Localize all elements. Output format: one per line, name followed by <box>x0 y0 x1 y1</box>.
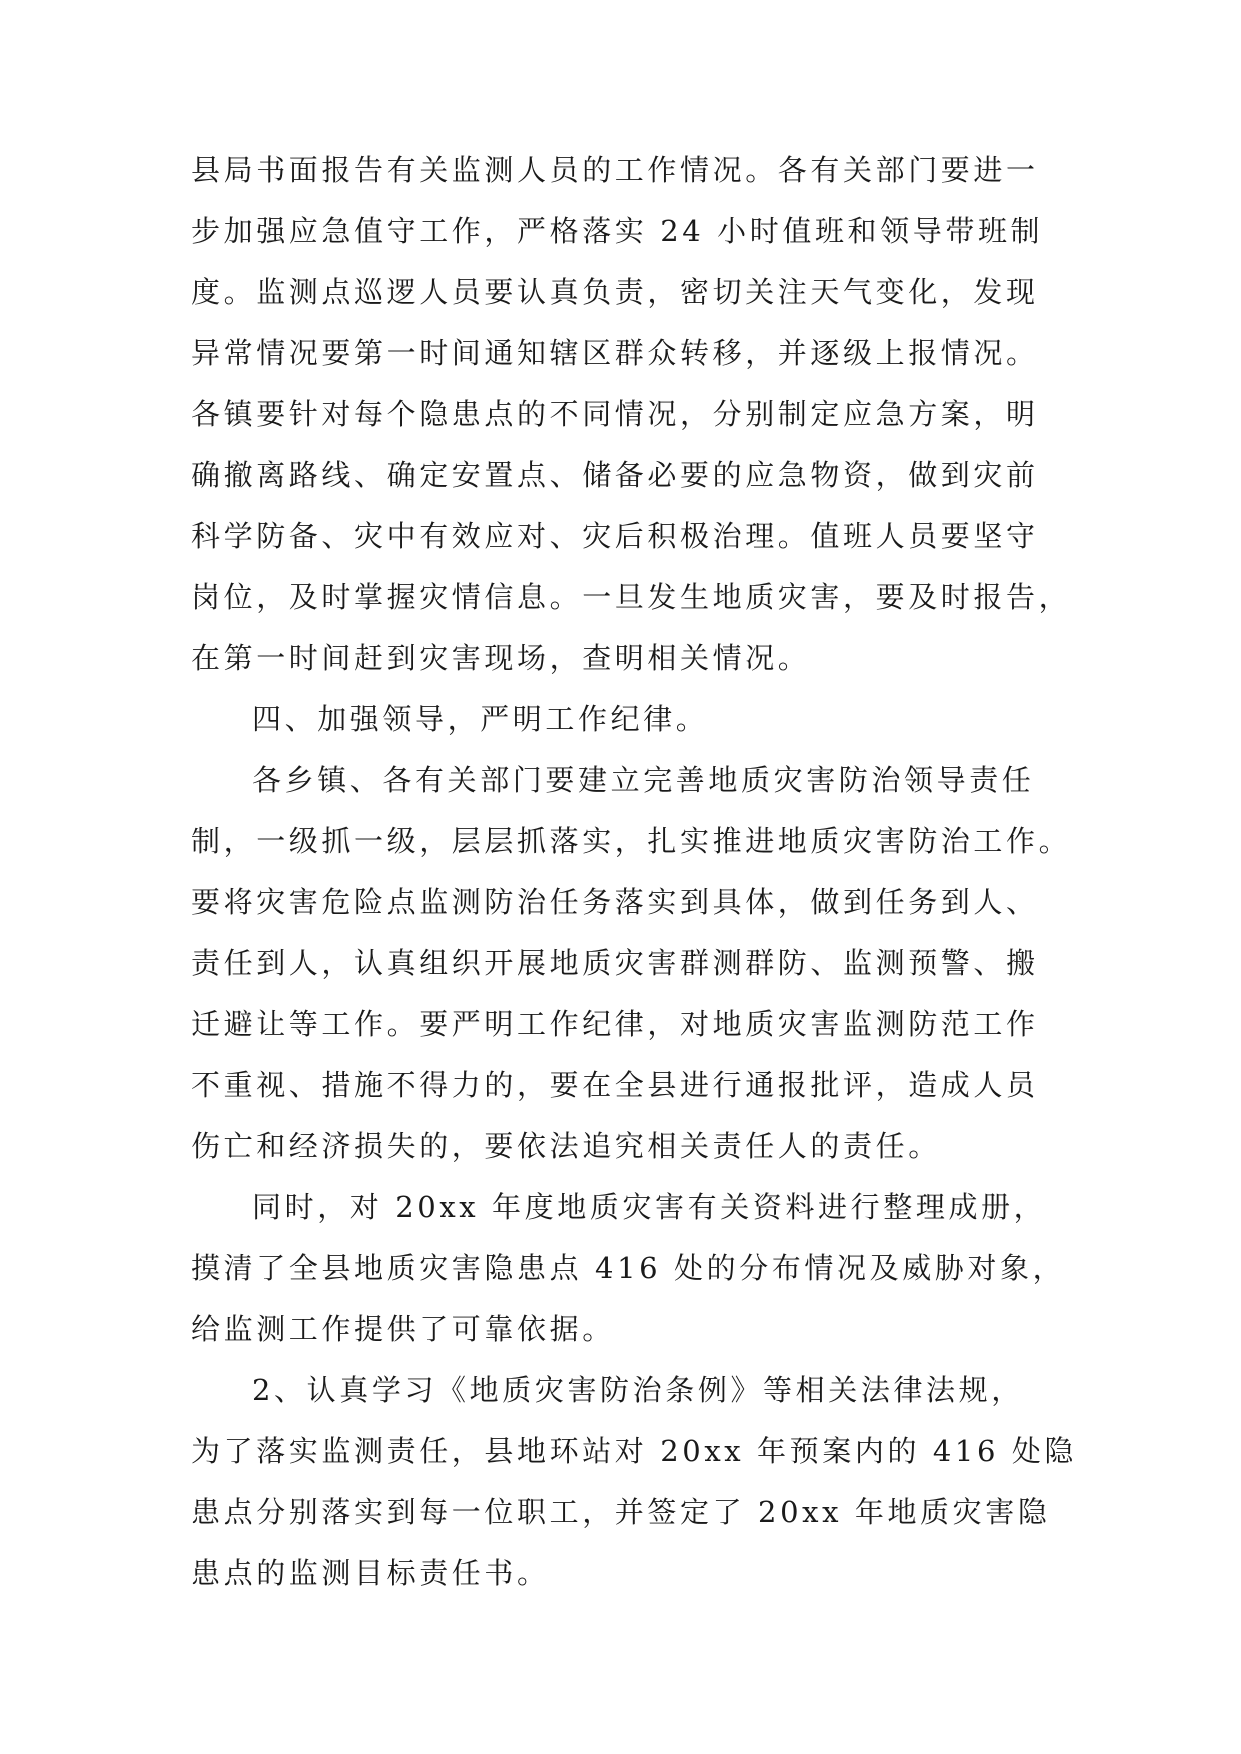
text-line: 步加强应急值守工作，严格落实 24 小时值班和领导带班制 <box>191 214 1044 248</box>
text-line: 摸清了全县地质灾害隐患点 416 处的分布情况及威胁对象， <box>191 1251 1066 1285</box>
text-line: 在第一时间赶到灾害现场，查明相关情况。 <box>191 641 811 675</box>
text-line: 责任到人，认真组织开展地质灾害群测群防、监测预警、搬 <box>191 946 1039 980</box>
text-line: 科学防备、灾中有效应对、灾后积极治理。值班人员要坚守 <box>191 519 1039 553</box>
text-line: 县局书面报告有关监测人员的工作情况。各有关部门要进一 <box>191 153 1039 187</box>
text-line: 患点分别落实到每一位职工，并签定了 20xx 年地质灾害隐 <box>191 1495 1051 1529</box>
text-line: 各乡镇、各有关部门要建立完善地质灾害防治领导责任 <box>252 763 1035 797</box>
text-line: 要将灾害危险点监测防治任务落实到具体，做到任务到人、 <box>191 885 1039 919</box>
text-line: 制，一级抓一级，层层抓落实，扎实推进地质灾害防治工作。 <box>191 824 1072 858</box>
text-line: 迁避让等工作。要严明工作纪律，对地质灾害监测防范工作 <box>191 1007 1039 1041</box>
document-body <box>191 140 1078 1604</box>
section-heading <box>191 689 1071 750</box>
text-line: 为了落实监测责任，县地环站对 20xx 年预案内的 416 处隐 <box>191 1434 1078 1468</box>
text-line: 岗位，及时掌握灾情信息。一旦发生地质灾害，要及时报告， <box>191 580 1072 614</box>
text-line: 异常情况要第一时间通知辖区群众转移，并逐级上报情况。 <box>191 336 1039 370</box>
heading-line: 四、加强领导，严明工作纪律。 <box>252 702 709 736</box>
text-line: 不重视、措施不得力的，要在全县进行通报批评，造成人员 <box>191 1068 1039 1102</box>
paragraph-2 <box>191 750 1071 1177</box>
text-line: 各镇要针对每个隐患点的不同情况，分别制定应急方案，明 <box>191 397 1039 431</box>
text-line: 伤亡和经济损失的，要依法追究相关责任人的责任。 <box>191 1129 941 1163</box>
text-line: 同时，对 20xx 年度地质灾害有关资料进行整理成册， <box>252 1190 1047 1224</box>
paragraph-4 <box>191 1360 1078 1604</box>
text-line: 2、认真学习《地质灾害防治条例》等相关法律法规， <box>252 1373 1024 1407</box>
text-line: 确撤离路线、确定安置点、储备必要的应急物资，做到灾前 <box>191 458 1039 492</box>
paragraph-1 <box>191 140 1071 689</box>
text-line: 度。监测点巡逻人员要认真负责，密切关注天气变化，发现 <box>191 275 1039 309</box>
paragraph-3 <box>191 1177 1071 1360</box>
text-line: 患点的监测目标责任书。 <box>191 1556 550 1590</box>
text-line: 给监测工作提供了可靠依据。 <box>191 1312 615 1346</box>
